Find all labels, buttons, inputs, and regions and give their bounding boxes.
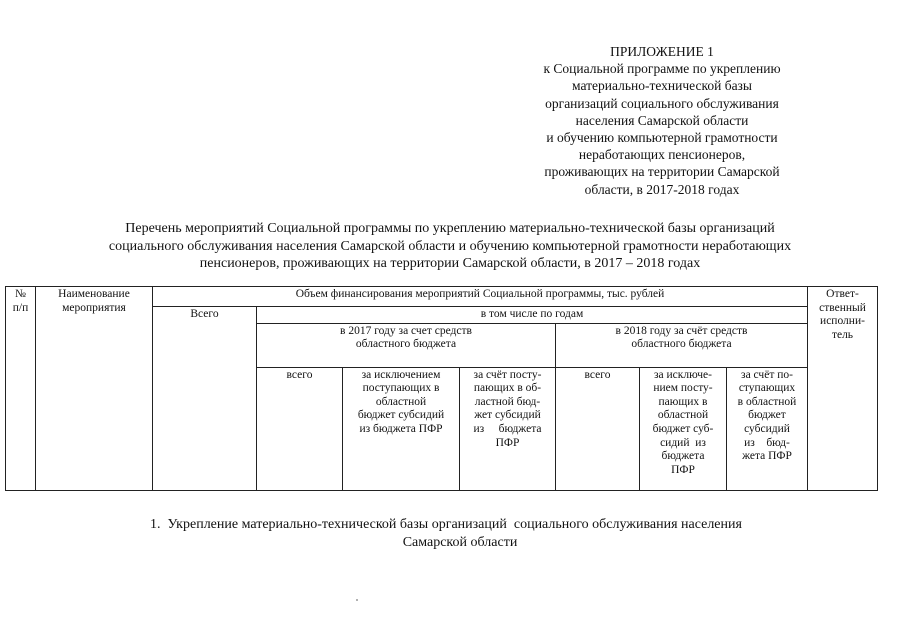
total-header: Всего — [153, 307, 257, 491]
section-title-line: Самарской области — [402, 534, 518, 550]
col-name-header: Наименование мероприятия — [36, 287, 153, 491]
title-line: пенсионеров, проживающих на территории Самарской области, в 2017 – 2018 годах — [199, 256, 701, 271]
year-2017-header: в 2017 году за счет средств областного бюджета — [257, 323, 556, 367]
title-line: социального обслуживания населения Самарской области и обучению компьютерной грамотности неработающих — [108, 238, 792, 254]
y2018-pfr-header: за счёт по- ступающих в областной бюджет субсидий из бюд- жета ПФР — [727, 367, 808, 490]
y2017-total-header: всего — [257, 367, 343, 490]
appendix-line: неработающих пенсионеров, — [578, 147, 746, 163]
col-number-header: № п/п — [6, 287, 36, 491]
funding-table — [5, 286, 878, 491]
appendix-line: организаций социального обслуживания — [545, 95, 779, 111]
y2017-excl-header: за исключением поступающих в областной бюджет субсидий из бюджета ПФР — [343, 367, 460, 490]
col-responsible-header: Ответ- ственный исполни- тель — [808, 287, 878, 491]
funding-header: Объем финансирования мероприятий Социальной программы, тыс. рублей — [153, 287, 808, 307]
y2018-excl-header: за исключе- нием посту- пающих в областной бюджет суб- сидий из бюджета ПФР — [640, 367, 727, 490]
year-2018-header: в 2018 году за счёт средств областного бюджета — [556, 323, 808, 367]
scan-speck — [356, 599, 358, 601]
title-line: Перечень мероприятий Социальной программы по укреплению материально-технической базы организаций — [125, 221, 775, 236]
appendix-line: области, в 2017-2018 годах — [584, 181, 740, 197]
appendix-line: населения Самарской области — [575, 112, 749, 128]
section-title-line: 1. Укрепление материально-технической базы организаций социального обслуживания населения — [150, 517, 742, 532]
y2017-pfr-header: за счёт посту- пающих в об- ластной бюд- жет субсидий из бюджета ПФР — [460, 367, 556, 490]
by-years-header: в том числе по годам — [257, 307, 808, 324]
appendix-line: к Социальной программе по укреплению — [543, 61, 781, 77]
appendix-line: материально-технической базы — [572, 78, 752, 94]
appendix-heading — [512, 43, 812, 198]
appendix-label: ПРИЛОЖЕНИЕ 1 — [610, 44, 714, 59]
appendix-line: проживающих на территории Самарской — [544, 164, 780, 180]
y2018-total-header: всего — [556, 367, 640, 490]
section-heading — [150, 516, 790, 551]
appendix-line: и обучению компьютерной грамотности — [546, 130, 778, 146]
document-title — [30, 220, 870, 273]
